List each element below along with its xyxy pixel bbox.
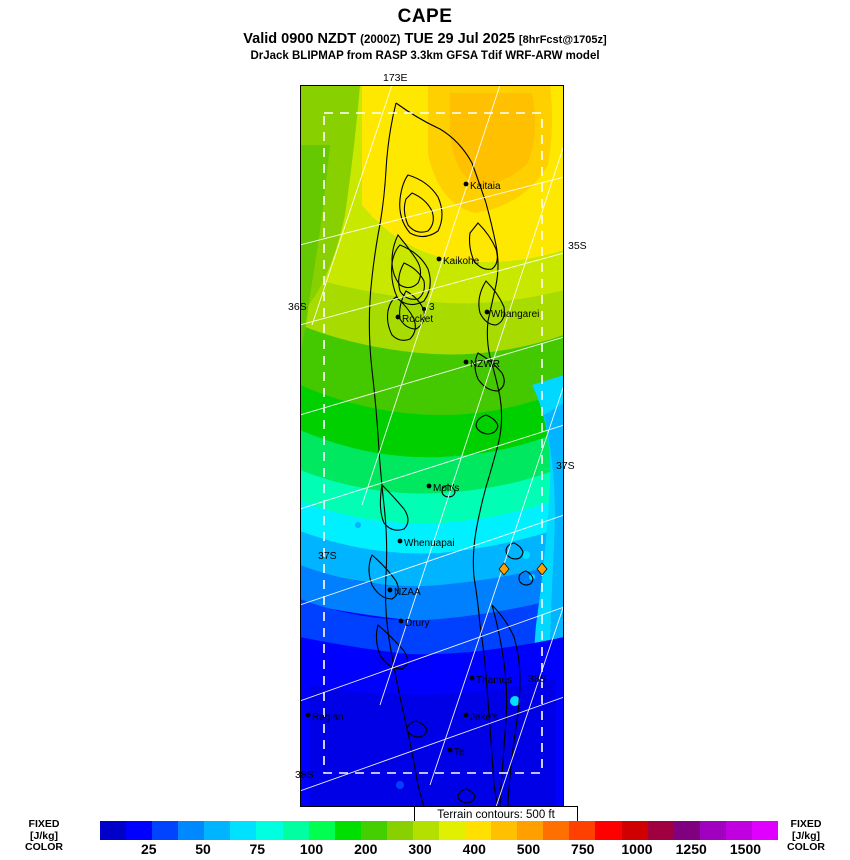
colorbar-tick-label: 100 <box>299 841 324 857</box>
colorbar-right-label <box>772 819 840 854</box>
colorbar-swatch <box>517 821 543 840</box>
place-label: Kaitaia <box>470 181 501 192</box>
colorbar-tick-label: 1500 <box>729 841 762 857</box>
colorbar-swatch <box>361 821 387 840</box>
lat-label: 38S <box>528 673 547 685</box>
colorbar-swatch <box>595 821 621 840</box>
colorbar-swatch <box>648 821 674 840</box>
place-label: Whangarei <box>491 309 540 320</box>
forecast-tag: [8hrFcst@1705z] <box>518 34 607 46</box>
colorbar-swatch <box>335 821 361 840</box>
colorbar-tick-label: 500 <box>516 841 541 857</box>
colorbar-swatch <box>283 821 309 840</box>
lat-label: 36S <box>288 301 307 313</box>
colorbar-right-line3: COLOR <box>787 841 825 853</box>
colorbar-swatch <box>100 821 126 840</box>
colorbar-swatch <box>465 821 491 840</box>
place-label: Raglan <box>312 712 344 723</box>
valid-date: TUE 29 Jul 2025 <box>404 31 515 47</box>
lat-label: 37S <box>318 550 337 562</box>
terrain-contour-note: Terrain contours: 500 ft <box>414 806 578 825</box>
contour-label: 3 <box>429 302 435 313</box>
lat-label: 38S <box>295 769 314 781</box>
page-title: CAPE <box>397 6 453 27</box>
colorbar-gradient <box>100 821 778 840</box>
place-label: Te <box>454 747 465 758</box>
colorbar-swatch <box>543 821 569 840</box>
colorbar-swatch <box>178 821 204 840</box>
colorbar-swatch <box>752 821 778 840</box>
colorbar-swatch <box>413 821 439 840</box>
forecast-map[interactable] <box>300 85 564 807</box>
place-label: Drury <box>405 618 430 629</box>
colorbar-swatch <box>256 821 282 840</box>
model-line: DrJack BLIPMAP from RASP 3.3km GFSA Tdif WRF-ARW model <box>250 50 600 62</box>
colorbar-swatch <box>700 821 726 840</box>
colorbar-swatch <box>726 821 752 840</box>
valid-time-line <box>0 31 850 47</box>
colorbar-ticks <box>100 841 778 859</box>
colorbar-right-line1: FIXED <box>790 818 822 830</box>
colorbar-swatch <box>439 821 465 840</box>
colorbar-tick-label: 50 <box>195 841 211 857</box>
colorbar-tick-label: 1000 <box>621 841 653 857</box>
colorbar-swatch <box>126 821 152 840</box>
colorbar-tick-label: 750 <box>571 841 595 857</box>
lon-label: 173E <box>383 72 408 84</box>
colorbar-swatch <box>622 821 648 840</box>
colorbar-tick-label: 1250 <box>675 841 707 857</box>
valid-time-text: Valid 0900 NZDT <box>243 31 357 47</box>
lat-label: 37S <box>556 460 575 472</box>
colorbar <box>0 819 850 860</box>
colorbar-swatch <box>230 821 256 840</box>
colorbar-swatch <box>204 821 230 840</box>
colorbar-left-line1: FIXED <box>28 818 60 830</box>
place-label-layer <box>300 85 564 807</box>
colorbar-swatch <box>309 821 335 840</box>
header <box>0 0 850 62</box>
colorbar-tick-label: 300 <box>408 841 432 857</box>
colorbar-swatch <box>387 821 413 840</box>
colorbar-left-line3: COLOR <box>25 841 63 853</box>
place-label: Kaikohe <box>443 256 480 267</box>
lat-label: 35S <box>568 240 587 252</box>
colorbar-left-line2: [J/kg] <box>29 829 58 842</box>
place-label: Rocket <box>402 314 434 325</box>
place-label: Jake's <box>470 712 499 723</box>
colorbar-tick-label: 400 <box>462 841 486 857</box>
place-label: NZAA <box>394 587 421 598</box>
place-label: Whenuapai <box>404 538 455 549</box>
colorbar-tick-label: 200 <box>354 841 378 857</box>
place-label: Moir's <box>433 483 460 494</box>
colorbar-tick-label: 75 <box>249 841 266 857</box>
colorbar-right-line2: [J/kg] <box>791 829 820 842</box>
valid-time-utc: (2000Z) <box>360 34 401 46</box>
colorbar-swatch <box>491 821 517 840</box>
place-label: Thames <box>476 675 513 686</box>
colorbar-swatch <box>569 821 595 840</box>
colorbar-swatch <box>674 821 700 840</box>
colorbar-left-label <box>10 819 78 854</box>
colorbar-tick-label: 25 <box>141 841 157 857</box>
colorbar-swatch <box>152 821 178 840</box>
place-label: NZWR <box>470 359 500 370</box>
